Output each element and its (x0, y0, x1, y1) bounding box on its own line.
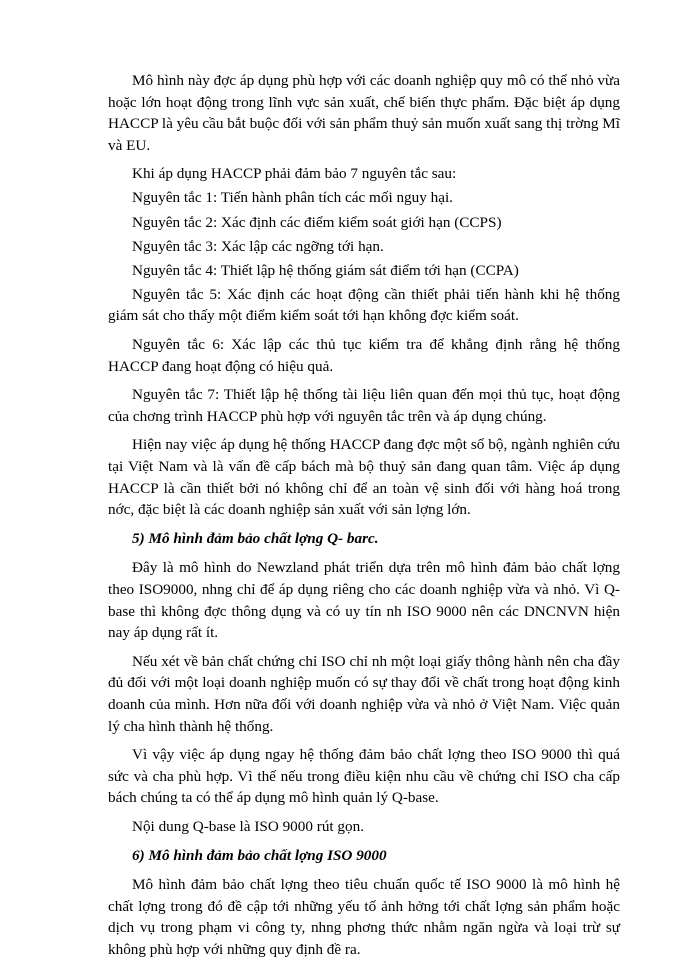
paragraph-principles-intro: Khi áp dụng HACCP phải đảm bảo 7 nguyên tắc sau: (132, 165, 457, 183)
principle-4: Nguyên tắc 4: Thiết lập hệ thống giám sát điểm tới hạn (CCPA) (132, 261, 519, 279)
principle-3: Nguyên tắc 3: Xác lập các ngỡng tới hạn. (132, 237, 384, 255)
principle-2: Nguyên tắc 2: Xác định các điểm kiểm soát giới hạn (CCPS) (132, 213, 502, 231)
paragraph-iso9000-model: Mô hình đảm bảo chất lợng theo tiêu chuẩn quốc tế ISO 9000 là mô hình hệ chất lợng trong đó đề cập tới những yếu tố ảnh hởng tới chất lợng sản phẩm hoặc dịch vụ trong phạm vi công ty, nhng phơng thức nhằm ngăn ngừa và loại trừ sự không phù hợp với những quy định đề ra. (108, 876, 620, 958)
paragraph-qbase-content: Nội dung Q-base là ISO 9000 rút gọn. (132, 817, 365, 835)
paragraph-iso-applicability: Vì vậy việc áp dụng ngay hệ thống đảm bảo chất lợng theo ISO 9000 thì quá sức và cha phù hợp. Vì thế nếu trong điều kiện nhu cầu về chứng chỉ ISO cha cấp bách chúng ta có thể áp dụng mô hình quản lý Q-base. (108, 746, 620, 807)
paragraph-haccp-scope: Mô hình này đợc áp dụng phù hợp với các doanh nghiệp quy mô có thể nhỏ vừa hoặc lớn hoạt động trong lĩnh vực sản xuất, chế biến thực phẩm. Đặc biệt áp dụng HACCP là yêu cầu bắt buộc đối với sản phẩm thuỷ sản muốn xuất sang thị trờng Mĩ và EU. (108, 72, 620, 154)
section-heading-qbase: 5) Mô hình đảm bảo chất lợng Q- barc. (132, 529, 379, 547)
paragraph-iso-nature: Nếu xét về bản chất chứng chỉ ISO chỉ nh một loại giấy thông hành nên cha đầy đủ đối với một loại doanh nghiệp muốn có sự thay đổi về chất trong hoạt động kinh doanh của mình. Hơn nữa đối với doanh nghiệp vừa và nhỏ ở Việt Nam. Việc quản lý cha hình thành hệ thống. (108, 652, 620, 735)
paragraph-qbase-intro: Đây là mô hình do Newzland phát triển dựa trên mô hình đảm bảo chất lợng theo ISO9000, nhng chỉ để áp dụng riêng cho các doanh nghiệp vừa và nhỏ. Vì Q-base thì không đợc thông dụng và có uy tín nh ISO 9000 nên các DNCNVN hiện nay áp dụng rất ít. (108, 559, 620, 642)
section-heading-iso9000: 6) Mô hình đảm bảo chất lợng ISO 9000 (132, 846, 387, 864)
principle-1: Nguyên tắc 1: Tiến hành phân tích các mối nguy hại. (132, 189, 453, 207)
principle-7: Nguyên tắc 7: Thiết lập hệ thống tài liệu liên quan đến mọi thủ tục, hoạt động của chơng trình HACCP phù hợp với nguyên tắc trên và áp dụng chúng. (108, 386, 620, 425)
paragraph-haccp-vietnam: Hiện nay việc áp dụng hệ thống HACCP đang đợc một số bộ, ngành nghiên cứu tại Việt Nam và là vấn đề cấp bách mà bộ thuỷ sản đang quan tâm. Việc áp dụng HACCP là cần thiết bởi nó không chỉ để an toàn vệ sinh đối với hàng hoá trong nớc, đặc biệt là các doanh nghiệp sản xuất với sản lợng lớn. (108, 436, 620, 519)
principle-5: Nguyên tắc 5: Xác định các hoạt động cần thiết phải tiến hành khi hệ thống giám sát cho thấy một điểm kiểm soát tới hạn không đợc kiểm soát. (108, 285, 620, 325)
principle-6: Nguyên tắc 6: Xác lập các thủ tục kiểm tra để khẳng định rằng hệ thống HACCP đang hoạt động có hiệu quả. (108, 336, 620, 375)
